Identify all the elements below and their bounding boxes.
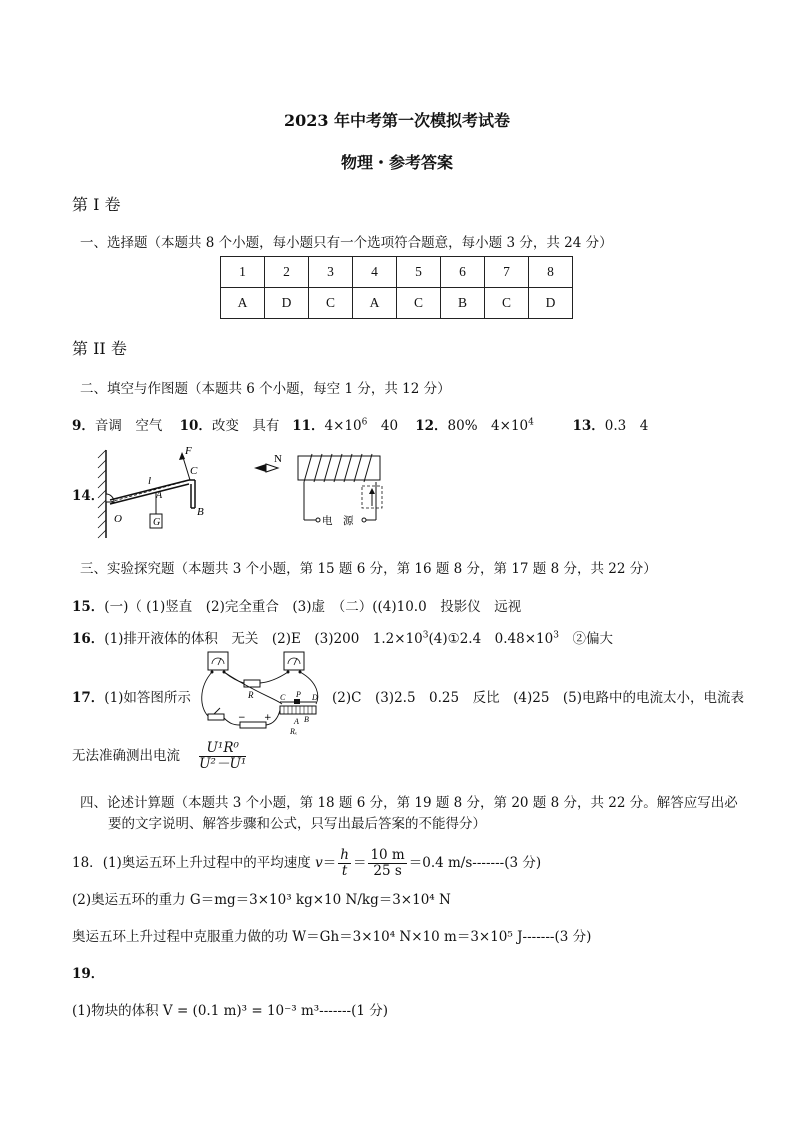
volume-2-heading: 第 II 卷: [72, 339, 127, 358]
lever-diagram: [94, 440, 214, 540]
q18-l1-pre: (1)奥运五环上升过程中的平均速度: [102, 855, 316, 871]
table-cell: 2: [265, 257, 309, 288]
q15-number: 15．: [72, 599, 105, 615]
q17-number: 17．: [72, 690, 105, 706]
q18-line-2: (2)奥运五环的重力 G＝mg＝3×10³ kg×10 N/kg＝3×10⁴ N: [72, 892, 451, 908]
q18-v: v: [315, 855, 323, 871]
page-title: 2023 年中考第一次模拟考试卷: [283, 111, 511, 130]
q10-number: 10．: [179, 418, 212, 434]
q16-number: 16．: [72, 631, 105, 647]
q9-number: 9．: [72, 418, 95, 434]
q18-eq: ＝: [322, 855, 337, 871]
electromagnet-diagram: [252, 448, 392, 530]
circuit-label-d: D: [312, 693, 318, 702]
q17-fraction-numerator: U¹R⁰: [199, 741, 246, 757]
section-1-heading: 一、选择题（本题共 8 个小题，每小题只有一个选项符合题意，每小题 3 分，共 24 分）: [80, 235, 613, 251]
circuit-diagram: [194, 648, 328, 740]
q18-fraction-h-over-t: [338, 848, 351, 879]
circuit-label-b: B: [304, 715, 309, 724]
q12-exponent: 4: [528, 417, 534, 428]
q17-fraction: [199, 741, 246, 772]
circuit-label-rx: Rₓ: [290, 727, 298, 736]
lever-label-b: B: [197, 506, 204, 518]
lever-label-g: G: [153, 517, 161, 528]
answer-table-numbers-row: [221, 257, 573, 288]
section-4-heading-line-2: 要的文字说明、解答步骤和公式，只写出最后答案的不能得分）: [108, 816, 486, 832]
q19-line-1: (1)物块的体积 V = (0.1 m)³ = 10⁻³ m³-------(1 分): [72, 1003, 389, 1019]
q18-number: 18．: [72, 855, 103, 871]
q11-answer-b: 40: [367, 418, 399, 434]
compass-label-n: N: [274, 453, 282, 465]
q18-numerator-value: 10 m: [370, 847, 405, 863]
q9-answer: 音调 空气: [94, 418, 163, 434]
q13-number: 13．: [572, 418, 605, 434]
q17-line2-text: 无法准确测出电流: [72, 748, 180, 764]
lever-label-l: l: [148, 475, 152, 487]
q17-line-2: [72, 739, 248, 773]
table-cell: B: [441, 288, 485, 319]
table-cell: 8: [529, 257, 573, 288]
svg-text:+: +: [264, 713, 272, 723]
q12-number: 12．: [415, 418, 448, 434]
q17-fraction-denominator: U²－U¹: [199, 756, 247, 772]
q15-line: [72, 595, 521, 615]
table-cell: A: [221, 288, 265, 319]
q13-answer: 0.3 4: [604, 418, 649, 434]
circuit-label-c: C: [280, 693, 286, 702]
table-cell: C: [485, 288, 529, 319]
q16-line: [72, 627, 613, 647]
fill-answers-line: [72, 414, 648, 434]
q17-line-1-left: [72, 686, 191, 706]
q10-answer: 改变 具有: [211, 418, 280, 434]
power-source-label: 电 源: [322, 515, 354, 527]
circuit-label-p: P: [296, 690, 301, 699]
answer-table-answers-row: [221, 288, 573, 319]
q17-answer-post: (2)C (3)2.5 0.25 反比 (4)25 (5)电路中的电流太小，电流表: [332, 690, 745, 706]
q11-exponent: 6: [361, 417, 368, 428]
q12-answer: 80% 4×10: [447, 418, 529, 434]
q14-number: 14．: [72, 488, 105, 504]
volume-1-heading: 第 I 卷: [72, 195, 121, 214]
q16-answer-a: (1)排开液体的体积 无关 (2)E (3)200 1.2×10: [104, 631, 423, 647]
table-cell: A: [353, 288, 397, 319]
q16-exponent-2: 3: [553, 630, 559, 641]
q16-answer-b: (4)①2.4 0.48×10: [428, 631, 554, 647]
section-2-heading: 二、填空与作图题（本题共 6 个小题，每空 1 分，共 12 分）: [80, 381, 451, 397]
table-cell: D: [529, 288, 573, 319]
q16-exponent-1: 3: [422, 630, 429, 641]
lever-label-o: O: [114, 513, 122, 525]
table-cell: 1: [221, 257, 265, 288]
table-cell: 7: [485, 257, 529, 288]
table-cell: 4: [353, 257, 397, 288]
lever-label-c: C: [190, 465, 198, 477]
table-cell: D: [265, 288, 309, 319]
q19-number: 19．: [72, 966, 105, 982]
section-3-heading: 三、实验探究题（本题共 3 个小题，第 15 题 6 分，第 16 题 8 分，第 17 题 8 分，共 22 分）: [80, 561, 657, 577]
q18-denominator-value: 25 s: [373, 863, 402, 879]
circuit-label-a: A: [294, 717, 299, 726]
table-cell: 5: [397, 257, 441, 288]
page-subtitle: 物理・参考答案: [340, 153, 453, 172]
table-cell: 3: [309, 257, 353, 288]
q18-line-3: 奥运五环上升过程中克服重力做的功 W＝Gh＝3×10⁴ N×10 m＝3×10⁵ J-------(3 分): [72, 929, 592, 945]
table-cell: C: [397, 288, 441, 319]
q16-answer-c: ②偏大: [558, 631, 613, 647]
lever-label-a: A: [156, 490, 163, 501]
q17-answer-pre: (1)如答图所示: [104, 690, 191, 706]
circuit-label-r: R: [248, 690, 254, 700]
q18-fraction-values: [368, 848, 406, 879]
section-4-heading-line-1: 四、论述计算题（本题共 3 个小题，第 18 题 6 分，第 19 题 8 分，第 20 题 8 分，共 22 分。解答应写出必: [80, 795, 738, 811]
q18-line-1: 18．(1)奥运五环上升过程中的平均速度 v＝ $\frac{h}{t}$ ＝ $\frac{10 m}{25 s}$ ＝0.4 m/s-------(3 分): [72, 847, 542, 879]
table-cell: 6: [441, 257, 485, 288]
q18-l1-post: ＝0.4 m/s-------(3 分): [408, 855, 542, 871]
svg-text:−: −: [238, 713, 246, 723]
q18-h: h: [340, 847, 349, 863]
lever-label-f: F: [185, 445, 192, 457]
table-cell: C: [309, 288, 353, 319]
q11-number: 11．: [292, 418, 325, 434]
answer-table: [220, 256, 573, 319]
q11-answer: 4×10: [324, 418, 362, 434]
q15-answer: (一)（ (1)竖直 (2)完全重合 (3)虚 （二）((4)10.0 投影仪 远视: [104, 599, 522, 615]
q18-t: t: [341, 863, 348, 879]
